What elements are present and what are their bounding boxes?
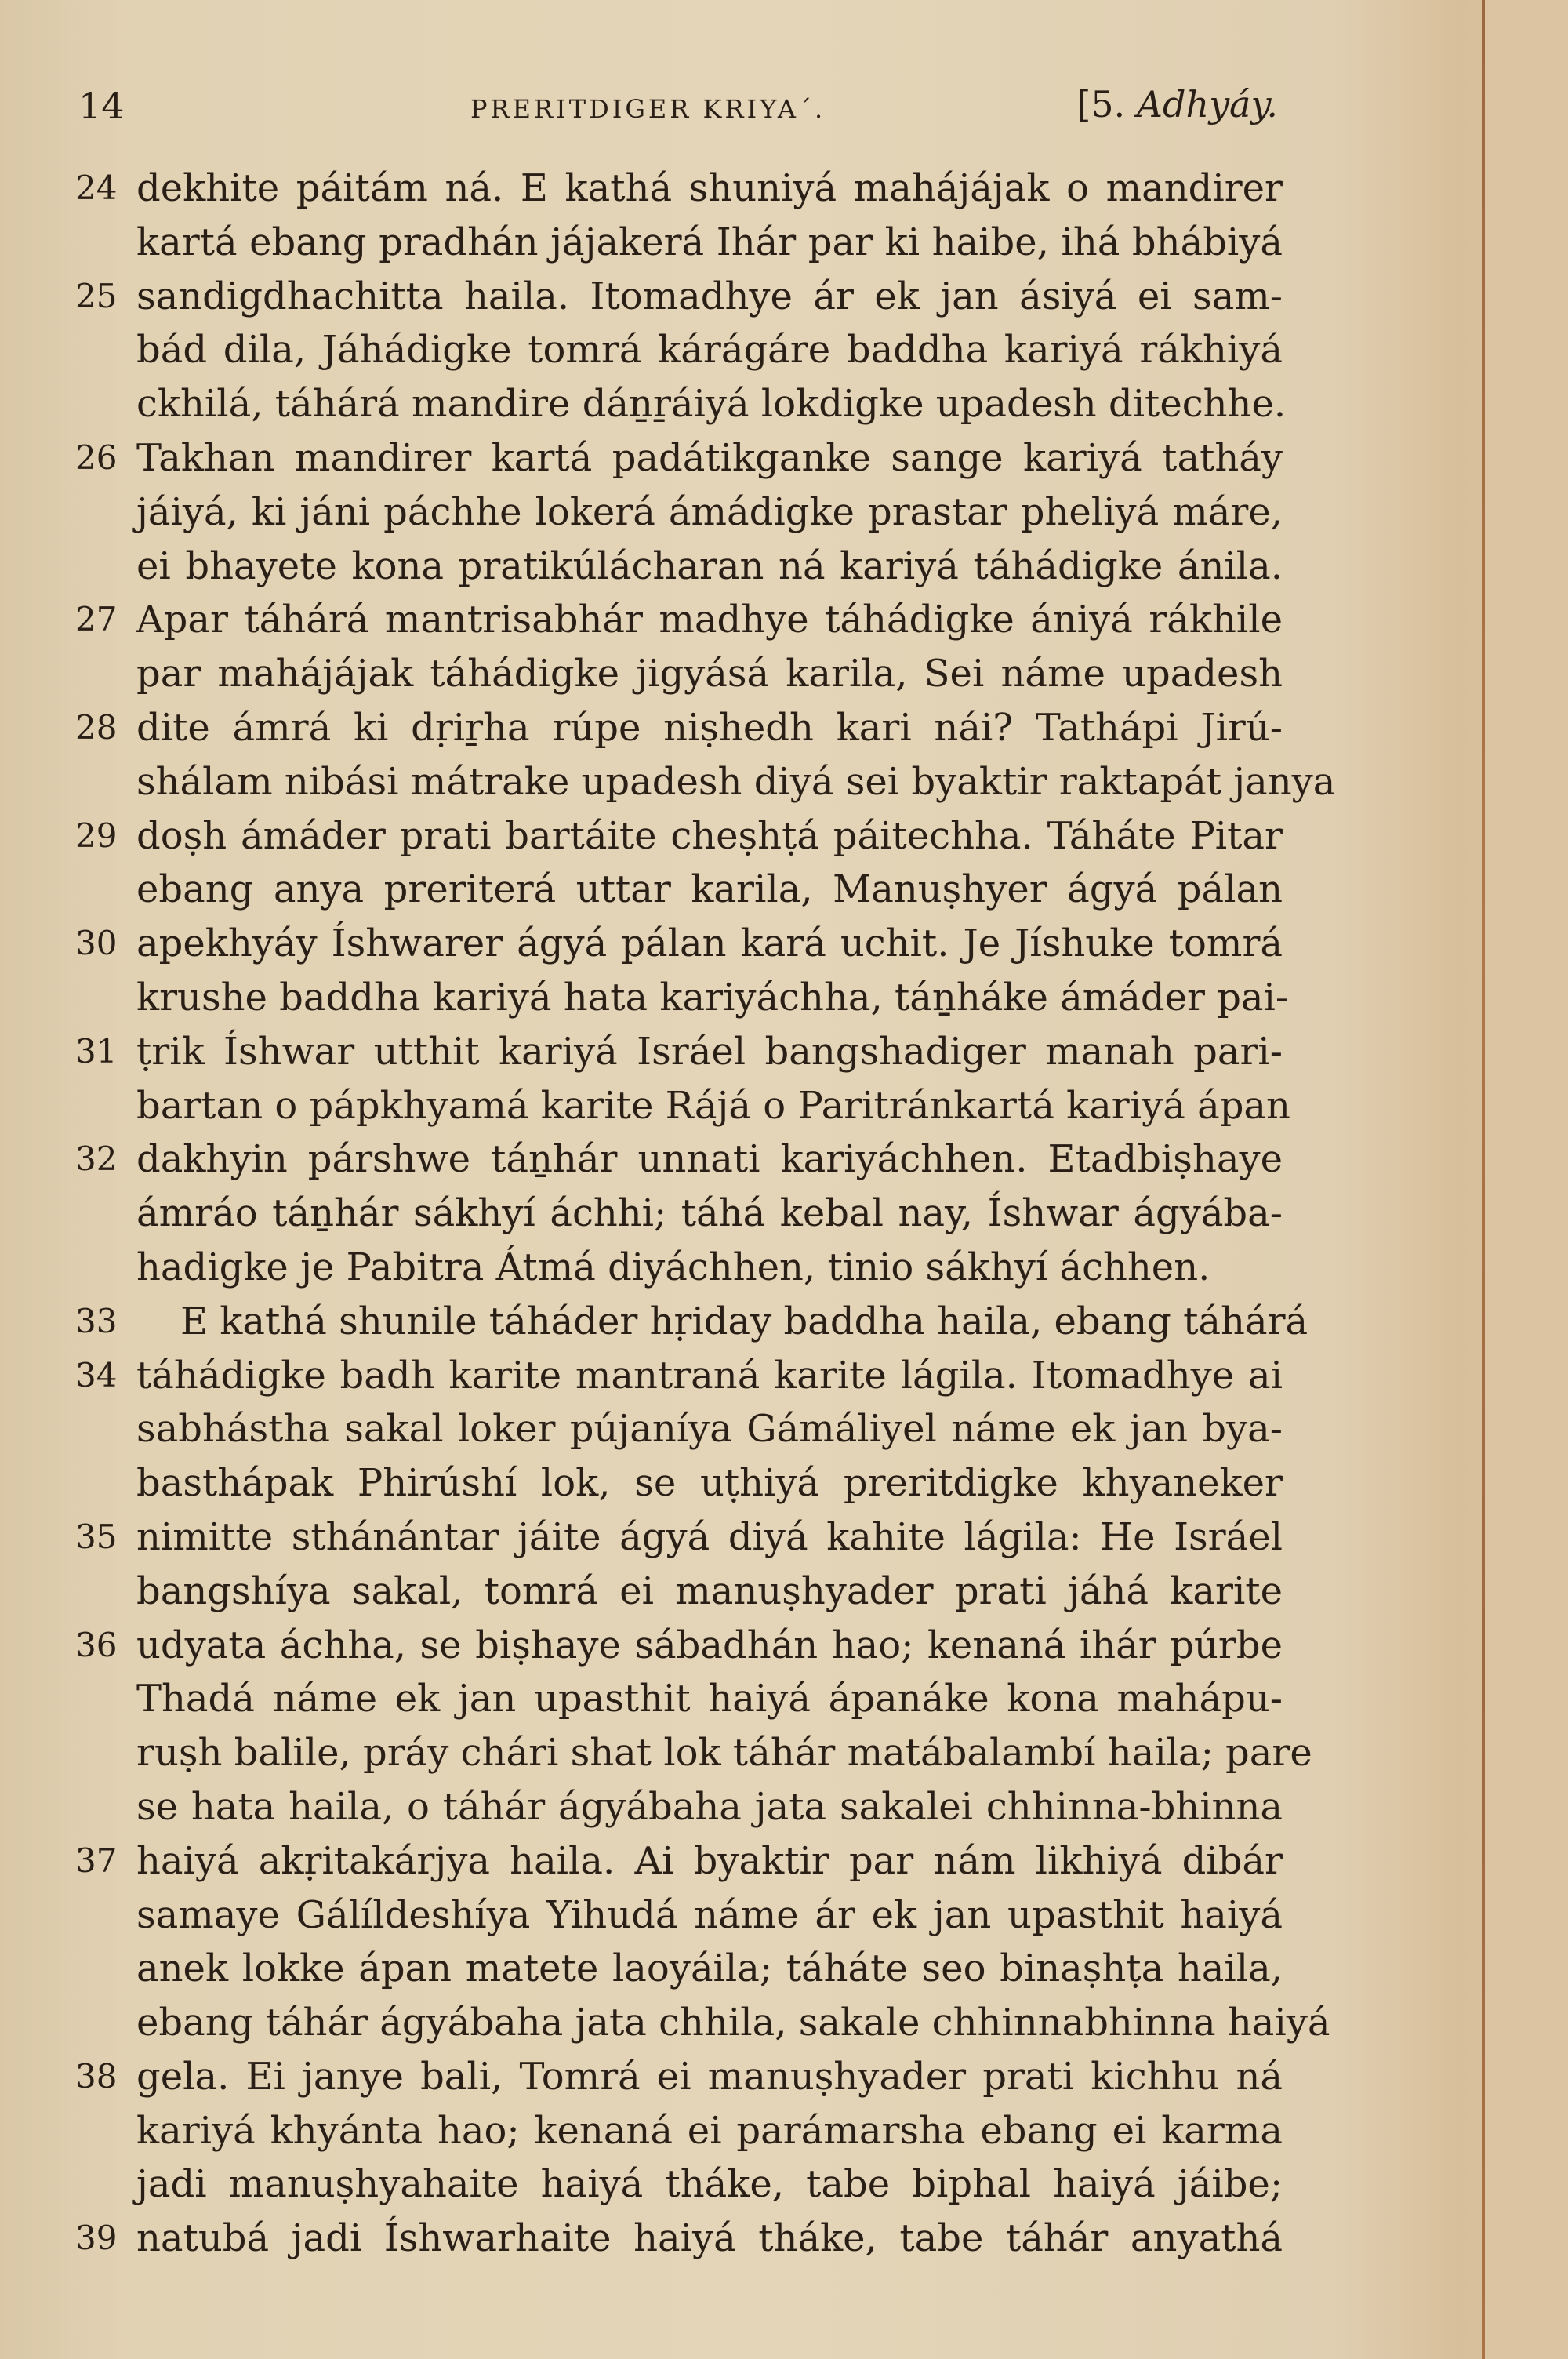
text-line — [75, 540, 1283, 594]
text-line — [75, 1996, 1330, 2050]
facing-page-strip — [1485, 0, 1568, 2359]
line-text: Takhan mandirer kartá padátikganke sange kariyá tatháy — [136, 435, 1283, 480]
text-line — [75, 1079, 1290, 1133]
verse-number: 37 — [75, 1841, 118, 1880]
running-title: PRERITDIGER KRIYA´. — [470, 94, 826, 124]
line-text: sandigdhachitta haila. Itomadhye ár ek jan ásiyá ei sam- — [136, 274, 1283, 318]
line-text: samaye Gálíldeshíya Yihudá náme ár ek jan upasthit haiyá — [136, 1892, 1283, 1937]
chapter-name: Adhyáy. — [1136, 83, 1278, 125]
text-line — [75, 1780, 1283, 1834]
line-text: gela. Ei janye bali, Tomrá ei manuṣhyader prati kichhu ná — [136, 2054, 1283, 2099]
line-text: ei bhayete kona pratikúlácharan ná kariyá táhádigke ánila. — [136, 543, 1283, 588]
line-text: doṣh ámáder prati bartáite cheṣhṭá páitechha. Táháte Pitar — [136, 813, 1283, 858]
line-text: par mahájájak táhádigke jigyásá karila, Sei náme upadesh — [136, 652, 1283, 696]
verse-number: 38 — [75, 2056, 118, 2095]
line-text: anek lokke ápan matete laoyáila; táháte seo binaṣhṭa haila, — [136, 1946, 1283, 1991]
text-line — [75, 809, 1283, 863]
line-text: jadi manuṣhyahaite haiyá tháke, tabe biphal haiyá jáibe; — [136, 2162, 1283, 2207]
page-number: 14 — [78, 85, 125, 127]
text-line — [75, 1672, 1283, 1726]
text-line — [75, 1510, 1283, 1565]
text-line — [75, 2050, 1283, 2104]
line-text: hadigke je Pabitra Átmá diyáchhen, tinio sákhyí áchhen. — [136, 1245, 1210, 1289]
text-line — [75, 1456, 1283, 1510]
line-text: ebang anya preriterá uttar karila, Manuṣhyer ágyá pálan — [136, 867, 1283, 912]
line-text: E kathá shunile táháder hṛiday baddha haila, ebang táhárá — [180, 1299, 1308, 1343]
text-line — [75, 863, 1283, 917]
text-line — [75, 2212, 1283, 2266]
body-text — [75, 162, 1336, 2266]
text-line — [75, 593, 1283, 647]
text-line — [75, 917, 1283, 971]
line-text: dekhite páitám ná. E kathá shuniyá mahájájak o mandirer — [136, 166, 1283, 210]
text-line — [75, 1726, 1312, 1780]
text-line — [75, 971, 1289, 1025]
line-text: ebang táhár ágyábaha jata chhila, sakale chhinnabhinna haiyá — [136, 2001, 1330, 2045]
verse-number: 26 — [75, 438, 118, 477]
verse-number: 25 — [75, 276, 118, 315]
line-text: ámráo táṉhár sákhyí áchhi; táhá kebal nay, Íshwar ágyába- — [136, 1191, 1283, 1236]
line-text: jáiyá, ki jáni páchhe lokerá ámádigke prastar pheliyá máre, — [136, 489, 1283, 534]
text-line — [75, 1942, 1283, 1996]
text-line — [75, 1295, 1308, 1349]
verse-number: 33 — [75, 1301, 118, 1340]
line-text: bangshíya sakal, tomrá ei manuṣhyader prati jáhá karite — [136, 1568, 1283, 1613]
line-text: kariyá khyánta hao; kenaná ei parámarsha ebang ei karma — [136, 2108, 1283, 2153]
line-text: ṭrik Íshwar utthit kariyá Isráel bangshadiger manah pari- — [136, 1029, 1283, 1074]
text-line — [75, 2104, 1283, 2158]
text-line — [75, 1834, 1283, 1888]
line-text: shálam nibási mátrake upadesh diyá sei byaktir raktapát janya — [136, 759, 1336, 804]
line-text: Apar táhárá mantrisabhár madhye táhádigke ániyá rákhile — [136, 598, 1283, 642]
text-line — [75, 701, 1283, 755]
verse-number: 31 — [75, 1031, 118, 1070]
text-line — [75, 1565, 1283, 1619]
text-line — [75, 323, 1283, 377]
text-line — [75, 2157, 1283, 2212]
page-header — [78, 78, 1278, 133]
verse-number: 35 — [75, 1517, 118, 1556]
line-text: dakhyin párshwe táṉhár unnati kariyáchhen. Etadbiṣhaye — [136, 1137, 1283, 1182]
line-text: krushe baddha kariyá hata kariyáchha, táṉháke ámáder pai- — [136, 975, 1289, 1020]
verse-number: 34 — [75, 1355, 118, 1394]
text-line — [75, 216, 1283, 270]
chapter-bracket: [5. — [1076, 83, 1126, 125]
line-text: sabhástha sakal loker pújaníya Gámáliyel náme ek jan bya- — [136, 1407, 1283, 1452]
line-text: apekhyáy Íshwarer ágyá pálan kará uchit. Je Jíshuke tomrá — [136, 921, 1283, 966]
text-line — [75, 1402, 1283, 1456]
text-line — [75, 270, 1283, 324]
line-text: kartá ebang pradhán jájakerá Ihár par ki haibe, ihá bhábiyá — [136, 220, 1283, 264]
text-line — [75, 647, 1283, 701]
text-line — [75, 377, 1287, 431]
verse-number: 30 — [75, 924, 118, 963]
text-line — [75, 1132, 1283, 1187]
chapter-reference — [1076, 83, 1278, 125]
line-text: udyata áchha, se biṣhaye sábadhán hao; kenaná ihár púrbe — [136, 1623, 1283, 1667]
line-text: nimitte sthánántar jáite ágyá diyá kahite lágila: He Isráel — [136, 1514, 1283, 1559]
line-text: se hata haila, o táhár ágyábaha jata sakalei chhinna-bhinna — [136, 1784, 1283, 1829]
line-text: natubá jadi Íshwarhaite haiyá tháke, tabe táhár anyathá — [136, 2216, 1283, 2261]
line-text: Thadá náme ek jan upasthit haiyá ápanáke kona mahápu- — [136, 1677, 1283, 1721]
line-text: basthápak Phirúshí lok, se uṭhiyá preritdigke khyaneker — [136, 1461, 1283, 1506]
line-text: táhádigke badh karite mantraná karite lágila. Itomadhye ai — [136, 1353, 1283, 1398]
text-line — [75, 162, 1283, 216]
verse-number: 28 — [75, 707, 118, 747]
verse-number: 32 — [75, 1140, 118, 1179]
text-line — [75, 1187, 1283, 1241]
verse-number: 36 — [75, 1625, 118, 1664]
text-line — [75, 1241, 1283, 1295]
text-line — [75, 1349, 1283, 1403]
verse-number: 27 — [75, 600, 118, 639]
line-text: haiyá akṛitakárjya haila. Ai byaktir par nám likhiyá dibár — [136, 1838, 1283, 1883]
line-text: dite ámrá ki dṛiṟha rúpe niṣhedh kari nái? Tathápi Jirú- — [136, 705, 1283, 750]
text-line — [75, 1025, 1283, 1079]
text-line — [75, 485, 1283, 540]
line-text: ruṣh balile, práy chári shat lok táhár matábalambí haila; pare — [136, 1731, 1312, 1776]
verse-number: 29 — [75, 816, 118, 855]
text-line — [75, 431, 1283, 485]
line-text: ckhilá, táhárá mandire dáṉṟáiyá lokdigke upadesh ditechhe. — [136, 382, 1287, 427]
verse-number: 39 — [75, 2219, 118, 2258]
line-text: bartan o pápkhyamá karite Rájá o Paritránkartá kariyá ápan — [136, 1083, 1290, 1128]
text-line — [75, 755, 1336, 809]
text-line — [75, 1888, 1283, 1943]
line-text: bád dila, Jáhádigke tomrá kárágáre baddha kariyá rákhiyá — [136, 328, 1283, 373]
text-line — [75, 1619, 1283, 1673]
verse-number: 24 — [75, 169, 118, 207]
